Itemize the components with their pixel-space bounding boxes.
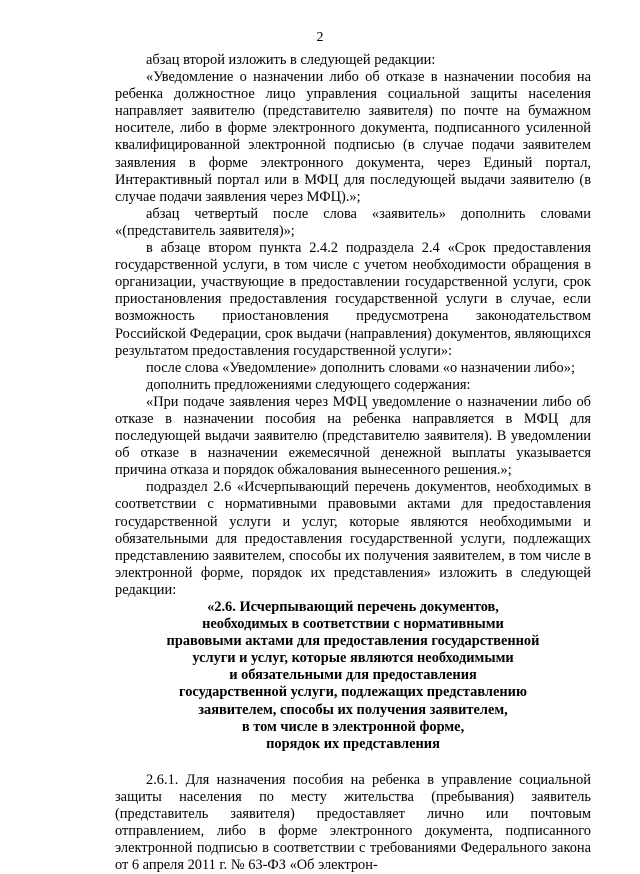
paragraph-podrazdel-2-6: подраздел 2.6 «Исчерпывающий перечень документов, необходимых в соответствии с нормативными правовыми актами для предоставления государственной услуги и услуг, которые являются необходимыми и обязательными для предоставления государственной услуги, подлежащих представлению заявителем, способы их получения заявителем, в том числе в электронной форме, порядок их представления» изложить в следующей редакции: <box>115 479 591 598</box>
paragraph-abzac-vtoroy: абзац второй изложить в следующей редакции: <box>146 52 436 68</box>
heading-line: «2.6. Исчерпывающий перечень документов, <box>207 599 499 615</box>
paragraph-pri-podache-quote: «При подаче заявления через МФЦ уведомление о назначении либо об отказе в назначении пособия на ребенка направляется в МФЦ для последующей выдачи заявителю (представителю заявителя). В уведомлении об отказе в назначении ежемесячной денежной выплаты указывается причина отказа и порядок обжалования вынесенного решения.»; <box>115 393 591 479</box>
paragraph-2-6-1: 2.6.1. Для назначения пособия на ребенка в управление социальной защиты населения по месту жительства (пребывания) заявитель (представитель заявителя) предоставляет лично или почтовым отправлением, либо в форме электронного документа, подписанного электронной подписью в соответствии с требованиями Федерального закона от 6 апреля 2011 г. № 63-ФЗ «Об электрон- <box>115 771 591 874</box>
paragraph-uvedomlenie-quote: «Уведомление о назначении либо об отказе в назначении пособия на ребенка должностное лицо управления социальной защиты населения направляет заявителю (представителю заявителя) по почте на бумажном носителе, либо в форме электронного документа, подписанного усиленной квалифицированной электронной подписью (в случае подачи заявителем заявления в форме электронного документа, через Единый портал, Интерактивный портал или в МФЦ для последующей выдачи заявителю (в случае подачи заявления через МФЦ).»; <box>115 69 591 205</box>
page-number: 2 <box>316 30 324 45</box>
heading-line: необходимых в соответствии с нормативными <box>202 616 504 633</box>
paragraph-abzac-chetvertyy: абзац четвертый после слова «заявитель» дополнить словами «(представитель заявителя)»; <box>115 205 591 239</box>
paragraph-punkt-2-4-2: в абзаце втором пункта 2.4.2 подраздела 2.4 «Срок предоставления государственной услуги, в том числе с учетом необходимости обращения в организации, участвующие в предоставлении государственной услуги, срок приостановления предоставления государственной услуги в случае, если возможность приостановления предусмотрена законодательством Российской Федерации, срок выдачи (направления) документов, являющихся результатом предоставления государственной услуги»: <box>115 240 591 359</box>
heading-line: заявителем, способы их получения заявителем, <box>198 701 508 718</box>
section-spacer <box>115 753 591 772</box>
heading-line: в том числе в электронной форме, <box>241 718 465 735</box>
heading-line: услуги и услуг, которые являются необходимыми <box>192 650 514 667</box>
section-heading-2-6 <box>115 599 591 753</box>
heading-line: и обязательными для предоставления <box>229 667 477 684</box>
document-body <box>115 52 591 874</box>
paragraph-dopolnit: дополнить предложениями следующего содержания: <box>146 376 471 393</box>
heading-line: правовыми актами для предоставления государственной <box>166 633 540 650</box>
heading-line: государственной услуги, подлежащих представлению <box>179 684 527 701</box>
paragraph-posle-slova: после слова «Уведомление» дополнить словами «о назначении либо»; <box>146 359 575 376</box>
heading-line: порядок их представления <box>266 735 440 752</box>
